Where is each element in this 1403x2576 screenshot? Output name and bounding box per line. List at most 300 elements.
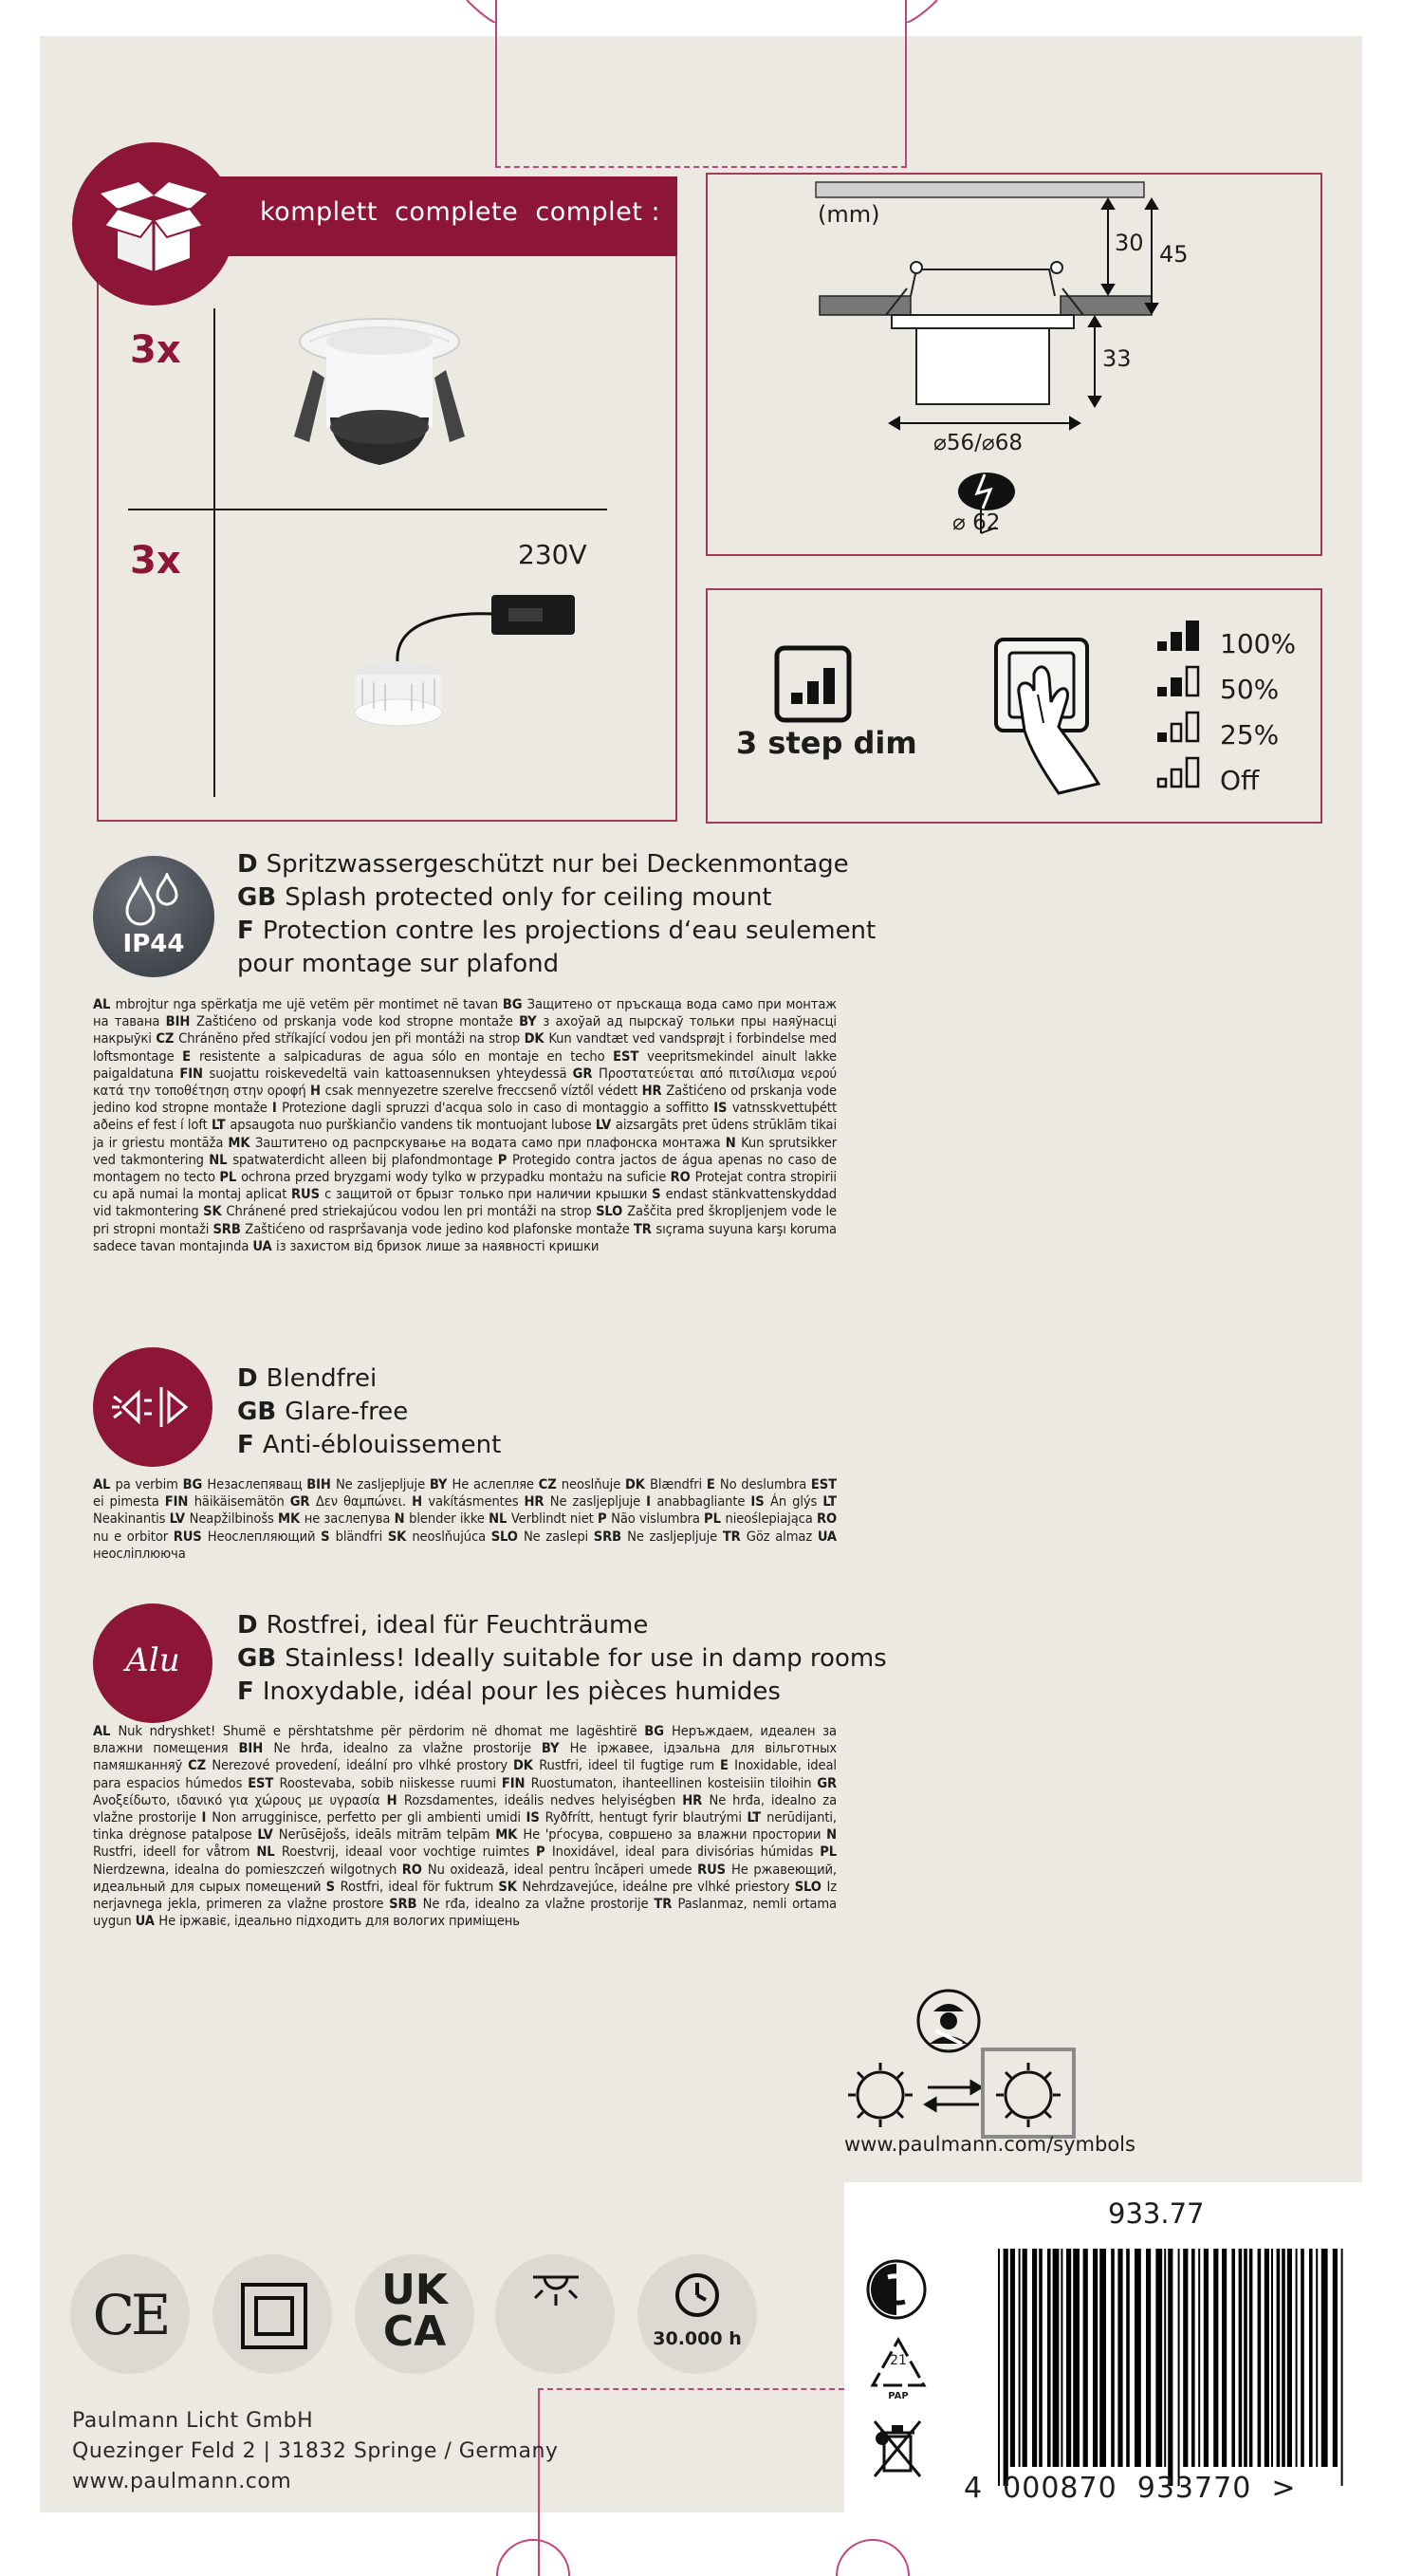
language-code: RO <box>816 1510 838 1528</box>
language-code: PL <box>704 1510 726 1528</box>
translation-text: nieoślepiająca <box>725 1510 817 1528</box>
translation-text: nu e orbitor <box>93 1528 174 1545</box>
barcode-bar <box>1053 2249 1060 2467</box>
barcode-bar <box>1047 2249 1051 2467</box>
translation-text: suojattu roiskevedeltä vain kattoasennuksen yhteydessä <box>209 1065 573 1082</box>
cut-line <box>905 0 907 167</box>
recycling-material: PAP <box>888 2391 909 2401</box>
language-code: EST <box>613 1047 648 1065</box>
language-code: N <box>725 1134 742 1151</box>
language-code: S <box>321 1528 336 1545</box>
cut-line <box>495 0 497 167</box>
language-code: RUS <box>291 1186 325 1203</box>
language-code: UA <box>135 1913 159 1930</box>
weee-bin-icon <box>871 2418 924 2480</box>
language-code: IS <box>526 1809 545 1826</box>
translation-text: sıçrama suyuna karşı koruma sadece tavan montajında <box>93 1220 837 1254</box>
language-code: GR <box>572 1065 600 1082</box>
barcode-bar <box>1155 2249 1162 2467</box>
language-code: LT <box>822 1493 838 1510</box>
barcode-bar <box>1287 2249 1292 2467</box>
cut-line <box>495 166 907 168</box>
language-code: SK <box>203 1203 227 1220</box>
barcode <box>998 2249 1345 2486</box>
barcode-bar <box>1083 2249 1088 2467</box>
translation-text: Zaštićeno od raspršavanja vode jedino kod plafonske montaže <box>245 1220 634 1237</box>
barcode-bar <box>1010 2249 1015 2467</box>
glare-headline: D Blendfrei GB Glare-free F Anti-éblouissement <box>237 1364 502 1459</box>
divider-vertical <box>213 308 215 797</box>
protection-class-2-icon <box>212 2254 332 2374</box>
barcode-bar <box>1126 2249 1130 2467</box>
alu-headline: D Rostfrei, ideal für Feuchträume GB Stainless! Ideally suitable for use in damp rooms F Inoxydable, idéal pour les pièces humides <box>237 1611 887 1706</box>
dim-33: 33 <box>1102 345 1132 372</box>
translation-text: csak mennyezetre szerelve freccsenő víztől védett <box>324 1083 642 1100</box>
barcode-bar <box>1164 2249 1166 2467</box>
language-code: LT <box>211 1117 231 1134</box>
barcode-bar <box>1117 2249 1122 2467</box>
language-code: BG <box>502 996 527 1012</box>
package-badge <box>72 142 235 306</box>
language-code: S <box>325 1878 341 1895</box>
translation-text: aizsargāts pret ūdens strūklām tikai ja ir griestu montāža <box>93 1117 838 1151</box>
barcode-bar <box>1277 2249 1281 2467</box>
translation-text: vakításmentes <box>428 1493 525 1510</box>
translation-text: Ne zasljepljuje <box>549 1493 647 1510</box>
translation-text: Inoxidable, ideal para espacios húmedos <box>93 1757 837 1791</box>
language-code: SRB <box>593 1528 628 1545</box>
translation-text: Rozsdamentes, ideális nedves helyiségben <box>403 1791 683 1808</box>
step-dim-label: 3 step dim <box>736 725 917 761</box>
alu-gb: Stainless! Ideally suitable for use in damp rooms <box>285 1644 887 1673</box>
translation-text: Nierdzewna, idealna do pomieszczeń wilgotnych <box>93 1861 402 1878</box>
language-code: LV <box>595 1117 616 1134</box>
barcode-bar <box>1282 2249 1285 2467</box>
language-code: SRB <box>212 1220 246 1237</box>
language-code: FIN <box>179 1065 210 1082</box>
language-code: N <box>826 1826 838 1844</box>
translation-text: Ne hrđa, idealno za vlažne prostorije <box>273 1740 542 1757</box>
glare-badge <box>93 1347 212 1467</box>
language-code: AL <box>93 1723 119 1739</box>
language-code: EST <box>248 1774 280 1791</box>
language-code: DK <box>513 1757 540 1774</box>
barcode-bar <box>1039 2249 1043 2467</box>
translation-text: Kun sprutsikker ved takmontering <box>93 1134 837 1168</box>
barcode-bar <box>1111 2249 1115 2467</box>
language-code: P <box>597 1510 612 1528</box>
ukca-icon <box>355 2254 474 2374</box>
language-code: UA <box>817 1528 837 1545</box>
language-code: NL <box>209 1151 233 1168</box>
company-web[interactable]: www.paulmann.com <box>72 2470 292 2493</box>
translation-text: Protezione dagli spruzzi d'acqua solo in caso di montaggio a soffitto <box>282 1100 714 1117</box>
translation-text: Chránené pred striekajúcou vodou len pri montáži na strop <box>226 1203 597 1220</box>
switch-hand-icon <box>992 636 1125 797</box>
alu-badge <box>93 1603 212 1723</box>
translation-text: Nuk ndryshket! Shumë e përshtatshme për përdorim në dhomat me lagështirë <box>118 1723 645 1739</box>
translation-text: bländfri <box>335 1528 388 1545</box>
barcode-bar <box>1191 2249 1195 2467</box>
translation-text: Заштитено од распрскување на водата само при плафонска монтажа <box>254 1134 726 1151</box>
translation-text: із захистом від бризок лише за наявності кришки <box>276 1237 600 1254</box>
translation-text: Paslanmaz, nemli ortama uygun <box>93 1896 837 1930</box>
glare-f: Anti-éblouissement <box>262 1431 502 1459</box>
box-icon <box>97 171 211 275</box>
translation-text: Não vislumbra <box>611 1510 705 1528</box>
ce-mark-icon <box>70 2254 190 2374</box>
recycling-code: 21 <box>890 2353 907 2368</box>
translation-text: Nehrdzavejúce, ideálne pre vlhké priestory <box>522 1878 795 1895</box>
language-code: H <box>309 1083 325 1100</box>
translation-text: spatwaterdicht alleen bij plafondmontage <box>232 1151 498 1168</box>
dim-level-off: Off <box>1220 765 1260 796</box>
unit-label: (mm) <box>818 201 880 228</box>
translation-text: Protejat contra stropirii cu apă numai la montaj aplicat <box>93 1169 837 1203</box>
language-code: MK <box>228 1134 255 1151</box>
language-code: I <box>201 1809 212 1826</box>
language-code: SK <box>387 1528 413 1545</box>
barcode-bar <box>1183 2249 1188 2467</box>
company-address: Quezinger Feld 2 | 31832 Springe / Germany <box>72 2439 559 2463</box>
language-code: SLO <box>596 1203 628 1220</box>
green-dot-icon <box>865 2258 928 2321</box>
dim-cutout: ⌀ 62 <box>952 510 1001 535</box>
qty-module: 3x <box>130 539 181 583</box>
divider-horizontal <box>128 509 607 510</box>
language-code: DK <box>524 1030 549 1047</box>
barcode-bar <box>1073 2249 1080 2467</box>
ip44-gb: Splash protected only for ceiling mount <box>285 883 772 912</box>
barcode-bar <box>1019 2249 1021 2467</box>
language-code: RO <box>670 1169 695 1186</box>
downlight-icon <box>495 2254 615 2374</box>
language-code: E <box>719 1757 735 1774</box>
language-code: BIH <box>165 1013 197 1030</box>
language-code: AL <box>93 996 116 1012</box>
contents-header <box>180 176 677 256</box>
language-code: FIN <box>164 1493 194 1510</box>
translation-text: ei pimesta <box>93 1493 165 1510</box>
translation-text: Án glýs <box>769 1493 823 1510</box>
translation-text: vatnsskvettuþétt aðeins ef fest í loft <box>93 1100 837 1134</box>
translation-text: Ne zaslepi <box>523 1528 594 1545</box>
language-code: RO <box>401 1861 428 1878</box>
language-code: HR <box>641 1083 667 1100</box>
translation-text: veepritsmekindel ainult lakke paigaldatuna <box>93 1047 837 1082</box>
barcode-bar <box>1222 2249 1227 2467</box>
translation-text: Kun vandtæt ved vandsprøjt i forbindelse med loftsmontage <box>93 1030 837 1065</box>
barcode-bar <box>1271 2249 1273 2467</box>
translation-text: Non arrugginisce, perfetto per gli ambienti umidi <box>212 1809 526 1826</box>
language-code: BY <box>519 1013 544 1030</box>
translation-text: Ανοξείδωτο, ιδανικό για χώρους με υγρασία <box>93 1791 387 1808</box>
ukca-top: UK <box>381 2266 448 2314</box>
translation-text: endast stänkvattenskyddad vid takmontering <box>93 1186 838 1220</box>
language-code: P <box>497 1151 512 1168</box>
barcode-bar <box>1204 2249 1209 2467</box>
ukca-bottom: CA <box>382 2307 447 2356</box>
alu-translations <box>93 1723 837 1930</box>
language-code: I <box>271 1100 283 1117</box>
glare-translations <box>93 1476 837 1563</box>
bulb-icon-left <box>848 2063 913 2127</box>
translation-text: ochrona przed bryzgami wody tylko w przypadku montażu na suficie <box>241 1169 671 1186</box>
translation-text: неосліплююча <box>93 1545 186 1562</box>
language-code: AL <box>93 1476 116 1492</box>
language-code: BIH <box>238 1740 274 1757</box>
translation-text: mbrojtur nga spërkatja me ujë vetëm për montimet në tavan <box>115 996 503 1012</box>
barcode-bar <box>1099 2249 1106 2467</box>
translation-text: Zaštićeno od prskanja vode kod stropne montaže <box>196 1013 520 1030</box>
company-info <box>72 2406 558 2497</box>
translation-text: Неръждаем, идеален за влажни помещения <box>93 1723 837 1757</box>
translation-text: neoslňuje <box>561 1476 625 1492</box>
symbols-url[interactable]: www.paulmann.com/symbols <box>844 2133 1135 2156</box>
led-module-image <box>342 584 588 735</box>
barcode-bar <box>1239 2249 1243 2467</box>
translation-text: Δεν θαμπώνει. <box>315 1493 413 1510</box>
translation-text: Ne rđa, idealno za vlažne prostorije <box>422 1896 655 1913</box>
lifetime-icon <box>637 2254 757 2374</box>
translation-text: resistente a salpicaduras de agua sólo en montaje en techo <box>198 1047 614 1065</box>
language-code: HR <box>524 1493 550 1510</box>
translation-text: Незаслепяващ <box>207 1476 307 1492</box>
language-code: LT <box>747 1809 767 1826</box>
translation-text: Rostfri, ideal för fuktrum <box>340 1878 499 1895</box>
ip44-translations <box>93 996 837 1255</box>
barcode-bar <box>1231 2249 1235 2467</box>
barcode-bar <box>1004 2249 1008 2486</box>
dimension-drawing <box>706 173 1322 556</box>
barcode-bar <box>1135 2249 1141 2467</box>
lifetime-label: 30.000 h <box>653 2328 742 2349</box>
language-code: BY <box>541 1740 570 1757</box>
language-code: GR <box>817 1774 838 1791</box>
alu-f: Inoxydable, idéal pour les pièces humides <box>262 1677 781 1706</box>
language-code: BIH <box>306 1476 336 1492</box>
ip44-f2: pour montage sur plafond <box>237 950 560 978</box>
barcode-bar <box>1146 2249 1151 2467</box>
cut-line <box>538 2388 844 2390</box>
language-code: SLO <box>794 1878 827 1895</box>
language-code: DK <box>624 1476 650 1492</box>
barcode-bar <box>1316 2249 1318 2467</box>
language-code: MK <box>278 1510 305 1528</box>
translation-text: neoslňujúca <box>412 1528 491 1545</box>
barcode-bar <box>1265 2249 1269 2467</box>
translation-text: не заслепува <box>304 1510 395 1528</box>
dim-level-50: 50% <box>1220 674 1280 705</box>
language-code: SRB <box>389 1896 423 1913</box>
dim-30: 30 <box>1115 230 1144 256</box>
barcode-bar <box>1249 2249 1253 2467</box>
language-code: H <box>386 1791 404 1808</box>
language-code: N <box>394 1510 410 1528</box>
translation-text: Защитено от пръскаща вода само при монтаж на тавана <box>93 996 837 1030</box>
barcode-bar <box>1321 2249 1328 2467</box>
translation-text: Не ржавеющий, идеальный для сырых помещений <box>93 1861 838 1895</box>
translation-text: Blændfri <box>649 1476 707 1492</box>
ip44-f: Protection contre les projections d‘eau seulement <box>262 917 877 945</box>
ip44-headline: D Spritzwassergeschützt nur bei Deckenmontage GB Splash protected only for ceiling mount F Protection contre les projections d‘eau seulement pour montage sur plafond <box>237 848 920 981</box>
barcode-bar <box>1258 2249 1262 2467</box>
language-code: MK <box>495 1826 524 1844</box>
language-code: SK <box>498 1878 523 1895</box>
barcode-bar <box>1061 2249 1062 2467</box>
language-code: BG <box>182 1476 208 1492</box>
translation-text: Неослепляющий <box>207 1528 322 1545</box>
translation-text: blender ikke <box>409 1510 489 1528</box>
language-code: RUS <box>697 1861 731 1878</box>
translation-text: Iz nerjavnega jekla, primeren za vlažne prostore <box>93 1878 837 1913</box>
language-code: NL <box>256 1844 282 1861</box>
language-code: TR <box>633 1220 656 1237</box>
company-name: Paulmann Licht GmbH <box>72 2409 314 2433</box>
language-code: E <box>182 1047 199 1065</box>
translation-text: nerūdijanti, tinka drėgnose patalpose <box>93 1809 837 1844</box>
step-dim-icon <box>774 645 852 723</box>
bulb-icon-right <box>996 2063 1061 2127</box>
language-code: IS <box>713 1100 732 1117</box>
dim-45: 45 <box>1159 241 1189 268</box>
translation-text: Zaščita pred škropljenjem vode le pri stropni montaži <box>93 1203 837 1237</box>
language-code: SLO <box>490 1528 524 1545</box>
voltage-label: 230V <box>518 539 587 570</box>
level-100-icon <box>1157 621 1199 651</box>
translation-text: з ахоўай ад пырскаў тольки пры наяўнасці накрыўкі <box>93 1013 837 1047</box>
cut-arc <box>465 0 939 23</box>
barcode-bar <box>1168 2249 1172 2486</box>
translation-text: apsaugota nuo purškiančio vandens tik montuojant lubose <box>230 1117 596 1134</box>
language-code: UA <box>252 1237 277 1254</box>
glare-gb: Glare-free <box>285 1398 409 1426</box>
translation-text: Не аслепляе <box>452 1476 539 1492</box>
translation-text: Rustfri, ideel til fugtige rum <box>539 1757 720 1774</box>
translation-text: Roestvrij, ideaal voor vochtige ruimtes <box>281 1844 537 1861</box>
translation-text: pa verbim <box>115 1476 183 1492</box>
language-code: HR <box>682 1791 710 1808</box>
translation-text: Nu oxidează, ideal pentru încăperi umede <box>427 1861 698 1878</box>
translation-text: Rustfri, ideell for våtrom <box>93 1844 257 1861</box>
barcode-bar <box>1244 2249 1247 2467</box>
barcode-bar <box>1213 2249 1218 2467</box>
translation-text: Не іржавее, ідэальна для вільготных памяшканняў <box>93 1740 838 1774</box>
translation-text: Nerūsējošs, ideāls mitrām telpām <box>278 1826 496 1844</box>
electrician-icon <box>918 1991 979 2051</box>
translation-text: Ne hrđa, idealno za vlažne prostorije <box>93 1791 838 1826</box>
swap-arrows-icon <box>926 2082 981 2110</box>
language-code: S <box>652 1186 666 1203</box>
barcode-bar <box>1341 2249 1343 2486</box>
ip44-de: Spritzwassergeschützt nur bei Deckenmontage <box>266 850 849 879</box>
language-code: BG <box>644 1723 672 1739</box>
language-code: PL <box>820 1844 837 1861</box>
dim-level-100: 100% <box>1220 628 1297 659</box>
language-code: CZ <box>538 1476 562 1492</box>
replaceable-light-source-icons <box>840 1989 1078 2140</box>
language-code: IS <box>750 1493 770 1510</box>
dim-level-icons <box>1155 617 1207 806</box>
translation-text: No deslumbra <box>719 1476 811 1492</box>
language-code: E <box>706 1476 720 1492</box>
language-code: TR <box>654 1896 678 1913</box>
cut-arc <box>493 2529 939 2576</box>
translation-text: Roostevaba, sobib niiskesse ruumi <box>279 1774 502 1791</box>
language-code: P <box>536 1844 552 1861</box>
translation-text: Не 'рѓосува, совршено за влажни простории <box>523 1826 827 1844</box>
barcode-bar <box>1023 2249 1027 2467</box>
language-code: CZ <box>188 1757 212 1774</box>
barcode-bar <box>1066 2249 1071 2467</box>
ce-label: CE <box>92 2283 168 2347</box>
article-number: 933.77 <box>1108 2197 1205 2230</box>
barcode-bar <box>1198 2249 1200 2467</box>
barcode-bar <box>1178 2249 1180 2486</box>
barcode-digits: 4 000870 933770 > <box>964 2472 1297 2505</box>
ip44-label: IP44 <box>122 930 185 958</box>
translation-text: Zaštićeno od prskanja vode jedino kod stropne montaže <box>93 1083 838 1117</box>
alu-label: Alu <box>125 1641 180 1679</box>
language-code: CZ <box>156 1030 179 1047</box>
language-code: RUS <box>173 1528 208 1545</box>
language-code: EST <box>810 1476 837 1492</box>
barcode-bar <box>1296 2249 1298 2467</box>
translation-text: häikäisemätön <box>194 1493 290 1510</box>
alu-de: Rostfrei, ideal für Feuchträume <box>266 1611 649 1640</box>
translation-text: Не іржавіє, ідеально підходить для вологих приміщень <box>158 1913 520 1930</box>
glare-free-icon <box>110 1383 195 1431</box>
language-code: BY <box>429 1476 452 1492</box>
translation-text: Ruostumaton, ihanteellinen kosteisiin tiloihin <box>530 1774 818 1791</box>
language-code: GR <box>289 1493 316 1510</box>
language-code: LV <box>169 1510 190 1528</box>
contents-title: komplett complete complet : <box>260 197 661 227</box>
water-drops-icon <box>121 873 188 930</box>
ip44-badge <box>93 856 214 977</box>
barcode-bar <box>1309 2249 1313 2467</box>
language-code: PL <box>219 1169 242 1186</box>
barcode-bar <box>998 2249 1000 2486</box>
translation-text: Ne zasljepljuje <box>335 1476 430 1492</box>
translation-text: Ne zasljepljuje <box>627 1528 723 1545</box>
barcode-bar <box>1301 2249 1304 2467</box>
translation-text: Προστατεύεται από πιτσίλισμα νερού κατά την τοποθέτηση στην οροφή <box>93 1065 838 1100</box>
translation-text: Protegido contra jactos de água apenas no caso de montagem no tecto <box>93 1151 837 1186</box>
translation-text: Neapžilbinošs <box>189 1510 279 1528</box>
barcode-bar <box>1032 2249 1037 2467</box>
barcode-bar <box>1093 2249 1098 2467</box>
translation-text: Nerezové provedení, ideální pro vlhké prostory <box>212 1757 513 1774</box>
translation-text: Ryðfrítt, hentugt fyrir blautrými <box>545 1809 748 1826</box>
language-code: TR <box>722 1528 747 1545</box>
glare-de: Blendfrei <box>266 1364 378 1393</box>
language-code: LV <box>257 1826 279 1844</box>
clock-icon <box>674 2271 721 2319</box>
language-code: I <box>646 1493 657 1510</box>
dim-diameter: ⌀56/⌀68 <box>933 431 1023 455</box>
translation-text: anabbagliante <box>656 1493 751 1510</box>
translation-text: Chráněno před stříkající vodou jen při montáži na strop <box>178 1030 525 1047</box>
language-code: H <box>412 1493 429 1510</box>
translation-text: Neakinantis <box>93 1510 170 1528</box>
qty-luminaire: 3x <box>130 328 181 372</box>
barcode-bar <box>1333 2249 1338 2467</box>
dim-level-25: 25% <box>1220 719 1280 751</box>
luminaire-image <box>275 304 484 484</box>
language-code: FIN <box>501 1774 531 1791</box>
translation-text: Göz almaz <box>746 1528 818 1545</box>
